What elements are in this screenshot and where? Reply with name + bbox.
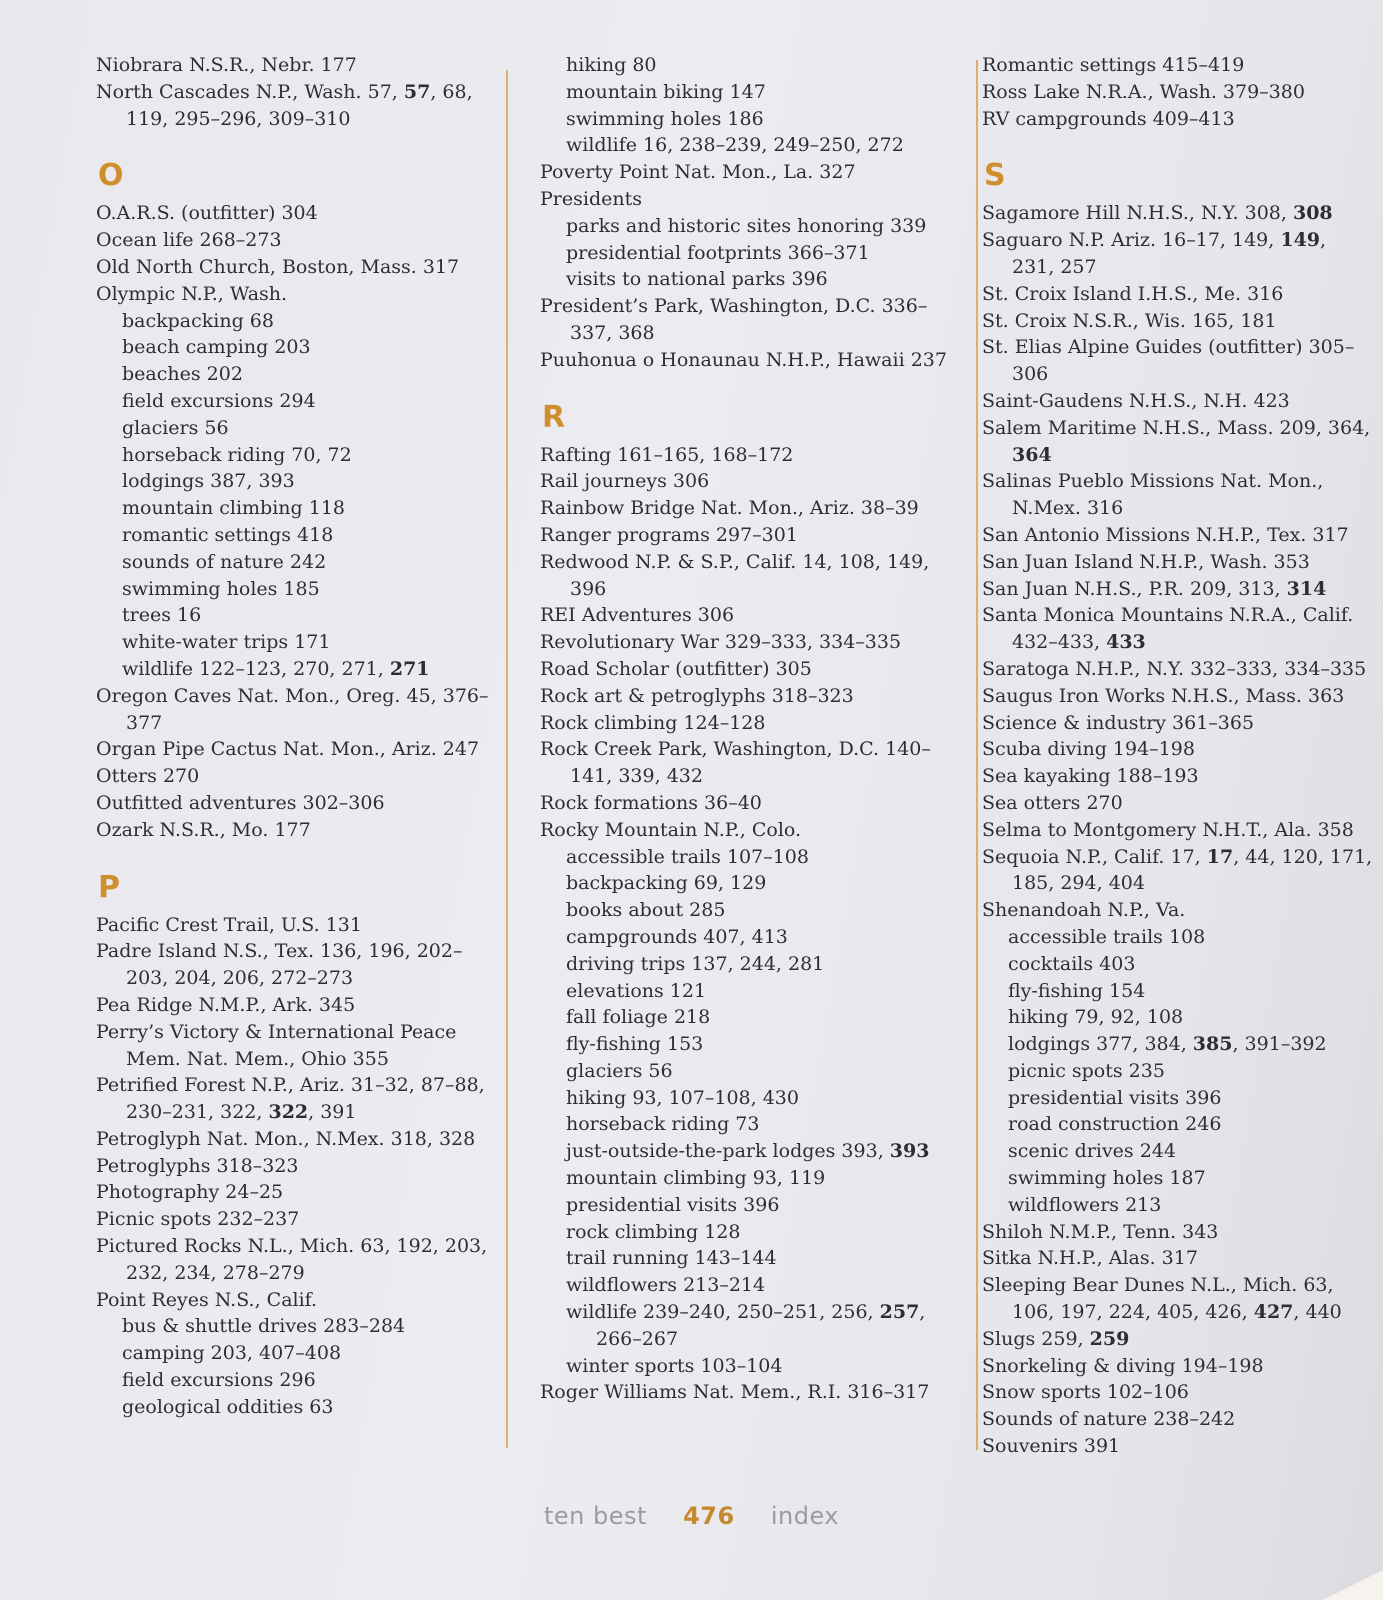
- index-subentry: [982, 1031, 1374, 1058]
- entry-text: Salem Maritime N.H.S., Mass. 209, 364,: [982, 416, 1371, 439]
- index-entry: [982, 388, 1374, 415]
- entry-text: swimming holes 185: [122, 577, 320, 600]
- entry-text: St. Elias Alpine Guides (outfitter) 305–306: [982, 336, 1355, 386]
- index-entry: [982, 1326, 1374, 1353]
- index-entry: [982, 1353, 1374, 1380]
- bold-page-ref: 257: [879, 1301, 920, 1324]
- entry-text: beaches 202: [122, 363, 243, 386]
- index-subentry: [96, 576, 496, 603]
- entry-text: backpacking 68: [122, 309, 274, 332]
- entry-text: San Antonio Missions N.H.P., Tex. 317: [982, 523, 1349, 546]
- index-subentry: [540, 978, 950, 1005]
- entry-text: driving trips 137, 244, 281: [566, 952, 825, 975]
- entry-text: Science & industry 361–365: [982, 711, 1255, 734]
- index-entry: [96, 254, 496, 281]
- index-column-2: [540, 52, 950, 1450]
- section-letter: S: [984, 158, 1006, 194]
- index-subentry: [982, 1111, 1374, 1138]
- index-subentry: [540, 844, 950, 871]
- index-subentry: [540, 1165, 950, 1192]
- entry-text: North Cascades N.P., Wash. 57,: [96, 80, 404, 103]
- index-subentry: [96, 602, 496, 629]
- index-entry: [540, 817, 950, 844]
- index-subentry: [540, 897, 950, 924]
- index-subentry: [982, 1058, 1374, 1085]
- entry-text: Santa Monica Mountains N.R.A., Calif. 432–433,: [982, 604, 1354, 654]
- entry-text: Rock Creek Park, Washington, D.C. 140–141, 339, 432: [540, 738, 931, 788]
- entry-text: Salinas Pueblo Missions Nat. Mon., N.Mex. 316: [982, 470, 1324, 520]
- index-entry: [96, 1206, 496, 1233]
- entry-text: wildlife 16, 238–239, 249–250, 272: [566, 134, 904, 157]
- entry-text: President’s Park, Washington, D.C. 336–337, 368: [540, 295, 928, 344]
- bold-page-ref: 322: [268, 1101, 309, 1124]
- entry-text: trail running 143–144: [566, 1247, 777, 1270]
- bold-page-ref: 433: [1106, 631, 1146, 654]
- entry-text: Rainbow Bridge Nat. Mon., Ariz. 38–39: [540, 497, 919, 520]
- entry-text: campgrounds 407, 413: [566, 925, 788, 948]
- entry-text: St. Croix N.S.R., Wis. 165, 181: [982, 309, 1277, 332]
- entry-text: Pea Ridge N.M.P., Ark. 345: [96, 993, 356, 1016]
- entry-text: camping 203, 407–408: [122, 1342, 342, 1365]
- entry-text: Puuhonua o Honaunau N.H.P., Hawaii 237: [540, 348, 947, 371]
- page-footer: [0, 1502, 1383, 1530]
- entry-text: hiking 79, 92, 108: [1008, 1006, 1184, 1029]
- index-subentry: [982, 978, 1374, 1005]
- index-subentry: [540, 1219, 950, 1246]
- entry-text: mountain biking 147: [566, 80, 766, 103]
- entry-text: Petroglyph Nat. Mon., N.Mex. 318, 328: [96, 1127, 476, 1150]
- index-entry: [982, 683, 1374, 710]
- entry-text: Saratoga N.H.P., N.Y. 332–333, 334–335: [982, 657, 1367, 680]
- entry-text: RV campgrounds 409–413: [982, 107, 1235, 130]
- entry-text: accessible trails 108: [1008, 925, 1206, 948]
- entry-text: field excursions 294: [122, 389, 316, 412]
- index-entry: [982, 200, 1374, 227]
- bold-page-ref: 308: [1292, 202, 1333, 225]
- index-subentry: [96, 522, 496, 549]
- entry-text: lodgings 377, 384,: [1008, 1033, 1193, 1056]
- entry-text: glaciers 56: [566, 1059, 673, 1082]
- bold-page-ref: 271: [389, 657, 430, 680]
- entry-text: Slugs 259,: [982, 1327, 1090, 1350]
- index-entry: [96, 938, 496, 992]
- entry-text: Selma to Montgomery N.H.T., Ala. 358: [982, 818, 1354, 841]
- entry-text: Organ Pipe Cactus Nat. Mon., Ariz. 247: [96, 738, 480, 761]
- entry-text: Sea kayaking 188–193: [982, 765, 1199, 788]
- entry-text: parks and historic sites honoring 339: [566, 214, 927, 237]
- index-entry: [96, 281, 496, 308]
- index-subentry: [540, 1085, 950, 1112]
- index-subentry: [540, 1192, 950, 1219]
- index-entry: [540, 629, 950, 656]
- index-entry: [540, 159, 950, 186]
- index-subentry: [96, 468, 496, 495]
- entry-text: hiking 93, 107–108, 430: [566, 1086, 799, 1109]
- index-entry: [96, 200, 496, 227]
- index-entry: [96, 817, 496, 844]
- index-entry: [982, 736, 1374, 763]
- index-entry: [540, 1379, 950, 1406]
- index-subentry: [540, 1111, 950, 1138]
- entry-text: trees 16: [122, 604, 202, 627]
- entry-text: Ross Lake N.R.A., Wash. 379–380: [982, 80, 1305, 103]
- entry-text: lodgings 387, 393: [122, 470, 295, 493]
- entry-text: Rock art & petroglyphs 318–323: [540, 684, 854, 707]
- entry-text: Rail journeys 306: [540, 470, 710, 493]
- index-entry: [96, 1126, 496, 1153]
- entry-text: mountain climbing 93, 119: [566, 1167, 826, 1190]
- index-entry: [96, 736, 496, 763]
- entry-text: Rock climbing 124–128: [540, 711, 766, 734]
- index-entry: [96, 1179, 496, 1206]
- entry-text: Sea otters 270: [982, 791, 1123, 814]
- index-subentry: [540, 1299, 950, 1353]
- index-entry: [982, 1433, 1374, 1460]
- entry-text: accessible trails 107–108: [566, 845, 809, 868]
- index-entry: [982, 468, 1374, 522]
- index-entry: [540, 656, 950, 683]
- bold-page-ref: 427: [1253, 1301, 1294, 1324]
- index-entry: [982, 1379, 1374, 1406]
- entry-text: Souvenirs 391: [982, 1435, 1121, 1458]
- entry-text: Sounds of nature 238–242: [982, 1408, 1236, 1431]
- index-entry: [982, 790, 1374, 817]
- index-entry: [540, 347, 950, 374]
- entry-text: Ozark N.S.R., Mo. 177: [96, 818, 311, 841]
- index-subentry: [96, 308, 496, 335]
- column-divider: [506, 70, 508, 1448]
- entry-text: Ranger programs 297–301: [540, 523, 798, 546]
- index-entry: [96, 1287, 496, 1314]
- entry-text-continued: , 391: [308, 1101, 357, 1124]
- entry-text-continued: , 231, 257: [1012, 229, 1327, 278]
- entry-text: elevations 121: [566, 979, 707, 1002]
- entry-text: books about 285: [566, 899, 726, 922]
- entry-text: Roger Williams Nat. Mem., R.I. 316–317: [540, 1381, 930, 1404]
- index-entry: [982, 415, 1374, 469]
- bold-page-ref: 364: [1012, 443, 1052, 466]
- index-entry: [982, 1219, 1374, 1246]
- index-entry: [540, 602, 950, 629]
- index-entry: [96, 790, 496, 817]
- index-subentry: [540, 1245, 950, 1272]
- entry-text: presidential footprints 366–371: [566, 241, 870, 264]
- index-subentry: [96, 334, 496, 361]
- entry-text: Saugus Iron Works N.H.S., Mass. 363: [982, 684, 1345, 707]
- entry-text: glaciers 56: [122, 416, 229, 439]
- entry-text: Sitka N.H.P., Alas. 317: [982, 1247, 1198, 1270]
- entry-text: Point Reyes N.S., Calif.: [96, 1288, 318, 1311]
- entry-text: Snow sports 102–106: [982, 1381, 1189, 1404]
- index-entry: [96, 992, 496, 1019]
- index-entry: [982, 308, 1374, 335]
- index-entry: [982, 549, 1374, 576]
- index-subentry: [982, 1085, 1374, 1112]
- index-subentry: [540, 79, 950, 106]
- entry-text: horseback riding 70, 72: [122, 443, 352, 466]
- index-subentry: [540, 951, 950, 978]
- entry-text: presidential visits 396: [1008, 1086, 1222, 1109]
- index-entry: [982, 602, 1374, 656]
- index-entry: [540, 293, 950, 347]
- entry-text: Pacific Crest Trail, U.S. 131: [96, 913, 362, 936]
- index-subentry: [540, 1353, 950, 1380]
- entry-text: Sagamore Hill N.H.S., N.Y. 308,: [982, 202, 1293, 225]
- index-entry: [540, 468, 950, 495]
- entry-text-continued: , 44, 120, 171, 185, 294, 404: [1012, 845, 1373, 895]
- index-entry: [540, 790, 950, 817]
- entry-text: hiking 80: [566, 54, 657, 76]
- entry-text-continued: , 391–392: [1232, 1033, 1327, 1056]
- entry-text-continued: , 440: [1293, 1301, 1342, 1324]
- index-entry: [540, 683, 950, 710]
- index-subentry: [96, 388, 496, 415]
- index-entry: [96, 1072, 496, 1126]
- entry-text: Road Scholar (outfitter) 305: [540, 657, 812, 680]
- entry-text: rock climbing 128: [566, 1220, 741, 1243]
- entry-text: cocktails 403: [1008, 952, 1136, 975]
- index-column-1: [96, 52, 496, 1450]
- entry-text: Perry’s Victory & International Peace Mem. Nat. Mem., Ohio 355: [96, 1020, 457, 1070]
- entry-text: Petrified Forest N.P., Ariz. 31–32, 87–88, 230–231, 322,: [96, 1074, 485, 1124]
- entry-text: field excursions 296: [122, 1369, 316, 1392]
- index-entry: [982, 817, 1374, 844]
- entry-text: Otters 270: [96, 765, 200, 788]
- entry-text: romantic settings 418: [122, 523, 334, 546]
- entry-text: Saint-Gaudens N.H.S., N.H. 423: [982, 389, 1290, 412]
- index-subentry: [982, 1004, 1374, 1031]
- index-entry: [982, 897, 1374, 924]
- index-subentry: [96, 442, 496, 469]
- index-entry: [96, 763, 496, 790]
- bold-page-ref: 149: [1280, 229, 1321, 252]
- entry-text: Romantic settings 415–419: [982, 54, 1245, 76]
- entry-text: fall foliage 218: [566, 1006, 711, 1029]
- section-letter: R: [542, 399, 566, 435]
- index-subentry: [982, 1192, 1374, 1219]
- entry-text: Olympic N.P., Wash.: [96, 282, 288, 305]
- index-subentry: [96, 656, 496, 683]
- entry-text: picnic spots 235: [1008, 1059, 1165, 1082]
- index-entry: [96, 79, 496, 133]
- entry-text: Shenandoah N.P., Va.: [982, 899, 1186, 922]
- index-entry: [540, 495, 950, 522]
- entry-text: Revolutionary War 329–333, 334–335: [540, 631, 902, 654]
- index-subentry: [540, 52, 950, 79]
- entry-text: Sleeping Bear Dunes N.L., Mich. 63, 106, 197, 224, 405, 426,: [982, 1274, 1334, 1324]
- entry-text: Scuba diving 194–198: [982, 738, 1195, 761]
- index-entry: [982, 281, 1374, 308]
- entry-text: Padre Island N.S., Tex. 136, 196, 202–203, 204, 206, 272–273: [96, 940, 463, 990]
- entry-text: Picnic spots 232–237: [96, 1208, 300, 1231]
- index-entry: [96, 1019, 496, 1073]
- index-entry: [540, 549, 950, 603]
- entry-text: horseback riding 73: [566, 1113, 760, 1136]
- page-corner: [1323, 1570, 1383, 1600]
- entry-text: San Juan Island N.H.P., Wash. 353: [982, 550, 1310, 573]
- index-entry: [540, 710, 950, 737]
- index-column-3: [982, 52, 1374, 1458]
- index-entry: [96, 1233, 496, 1287]
- index-subentry: [540, 1031, 950, 1058]
- index-entry: [982, 227, 1374, 281]
- entry-text: road construction 246: [1008, 1113, 1222, 1136]
- index-subentry: [982, 951, 1374, 978]
- index-entry: [982, 844, 1374, 898]
- entry-text: Photography 24–25: [96, 1181, 284, 1204]
- index-entry: [96, 52, 496, 79]
- entry-text: Ocean life 268–273: [96, 229, 282, 252]
- index-subentry: [96, 1394, 496, 1421]
- entry-text: geological oddities 63: [122, 1395, 334, 1418]
- entry-text: San Juan N.H.S., P.R. 209, 313,: [982, 577, 1287, 600]
- index-entry: [982, 656, 1374, 683]
- index-entry: [982, 1245, 1374, 1272]
- index-subentry: [540, 1272, 950, 1299]
- entry-text: sounds of nature 242: [122, 550, 327, 573]
- index-subentry: [540, 266, 950, 293]
- index-subentry: [982, 1165, 1374, 1192]
- entry-text: Poverty Point Nat. Mon., La. 327: [540, 161, 856, 184]
- entry-text: swimming holes 186: [566, 107, 764, 130]
- index-entry: [982, 79, 1374, 106]
- entry-text: white-water trips 171: [122, 631, 331, 654]
- entry-text: winter sports 103–104: [566, 1354, 783, 1377]
- bold-page-ref: 314: [1286, 577, 1327, 600]
- index-entry: [982, 334, 1374, 388]
- index-entry: [96, 912, 496, 939]
- entry-text: Rocky Mountain N.P., Colo.: [540, 818, 802, 841]
- entry-text: Shiloh N.M.P., Tenn. 343: [982, 1220, 1219, 1243]
- index-subentry: [96, 1340, 496, 1367]
- index-subentry: [96, 629, 496, 656]
- entry-text: just-outside-the-park lodges 393,: [566, 1140, 890, 1163]
- bold-page-ref: 393: [889, 1140, 930, 1163]
- entry-text: Sequoia N.P., Calif. 17,: [982, 845, 1207, 868]
- column-divider: [976, 60, 978, 1450]
- index-subentry: [540, 924, 950, 951]
- index-entry: [982, 576, 1374, 603]
- entry-text: fly-fishing 154: [1008, 979, 1146, 1002]
- entry-text: presidential visits 396: [566, 1193, 780, 1216]
- index-entry: [540, 522, 950, 549]
- bold-page-ref: 57: [403, 80, 431, 103]
- index-entry: [982, 1272, 1374, 1326]
- entry-text-continued: , 266–267: [596, 1301, 926, 1350]
- entry-text: Snorkeling & diving 194–198: [982, 1354, 1264, 1377]
- entry-text: bus & shuttle drives 283–284: [122, 1315, 406, 1338]
- index-entry: [96, 683, 496, 737]
- index-entry: [982, 763, 1374, 790]
- entry-text: visits to national parks 396: [566, 268, 828, 291]
- entry-text-continued: , 68, 119, 295–296, 309–310: [126, 80, 473, 130]
- index-subentry: [982, 1138, 1374, 1165]
- index-subentry: [96, 495, 496, 522]
- index-entry: [540, 736, 950, 790]
- index-entry: [540, 186, 950, 213]
- index-subentry: [540, 1004, 950, 1031]
- entry-text: wildlife 122–123, 270, 271,: [122, 657, 390, 680]
- entry-text: Rock formations 36–40: [540, 791, 762, 814]
- entry-text: Saguaro N.P. Ariz. 16–17, 149,: [982, 229, 1281, 252]
- footer-book-title: ten best: [544, 1502, 647, 1530]
- entry-text: Redwood N.P. & S.P., Calif. 14, 108, 149, 396: [540, 550, 930, 600]
- index-subentry: [96, 1367, 496, 1394]
- entry-text: fly-fishing 153: [566, 1033, 704, 1056]
- entry-text: scenic drives 244: [1008, 1140, 1176, 1163]
- entry-text: Rafting 161–165, 168–172: [540, 443, 794, 466]
- entry-text: beach camping 203: [122, 336, 311, 359]
- bold-page-ref: 17: [1206, 845, 1234, 868]
- bold-page-ref: 385: [1192, 1033, 1233, 1056]
- index-subentry: [540, 132, 950, 159]
- entry-text: Pictured Rocks N.L., Mich. 63, 192, 203, 232, 234, 278–279: [96, 1235, 488, 1284]
- entry-text: wildflowers 213–214: [566, 1274, 766, 1297]
- index-entry: [96, 227, 496, 254]
- index-subentry: [540, 1138, 950, 1165]
- index-entry: [96, 1153, 496, 1180]
- index-subentry: [540, 106, 950, 133]
- index-entry: [982, 52, 1374, 79]
- index-subentry: [540, 213, 950, 240]
- entry-text: wildflowers 213: [1008, 1193, 1162, 1216]
- index-subentry: [540, 1058, 950, 1085]
- index-entry: [540, 442, 950, 469]
- section-letter: O: [98, 158, 124, 194]
- entry-text: O.A.R.S. (outfitter) 304: [96, 202, 318, 225]
- entry-text: Presidents: [540, 187, 642, 210]
- entry-text: Old North Church, Boston, Mass. 317: [96, 255, 460, 278]
- index-entry: [982, 522, 1374, 549]
- index-subentry: [982, 924, 1374, 951]
- entry-text: REI Adventures 306: [540, 604, 735, 627]
- entry-text: backpacking 69, 129: [566, 872, 767, 895]
- entry-text: swimming holes 187: [1008, 1167, 1206, 1190]
- entry-text: Oregon Caves Nat. Mon., Oreg. 45, 376–377: [96, 684, 489, 734]
- index-subentry: [96, 1313, 496, 1340]
- entry-text: Outfitted adventures 302–306: [96, 791, 385, 814]
- index-entry: [982, 1406, 1374, 1433]
- section-letter: P: [98, 869, 120, 905]
- entry-text: Petroglyphs 318–323: [96, 1154, 299, 1177]
- index-subentry: [540, 240, 950, 267]
- page-number: 476: [683, 1502, 735, 1530]
- index-subentry: [96, 549, 496, 576]
- index-subentry: [96, 415, 496, 442]
- footer-section: index: [770, 1502, 839, 1530]
- entry-text: mountain climbing 118: [122, 497, 345, 520]
- entry-text: Niobrara N.S.R., Nebr. 177: [96, 54, 357, 76]
- index-entry: [982, 710, 1374, 737]
- entry-text: wildlife 239–240, 250–251, 256,: [566, 1301, 880, 1324]
- index-subentry: [540, 870, 950, 897]
- index-entry: [982, 106, 1374, 133]
- index-subentry: [96, 361, 496, 388]
- entry-text: St. Croix Island I.H.S., Me. 316: [982, 282, 1284, 305]
- bold-page-ref: 259: [1089, 1327, 1130, 1350]
